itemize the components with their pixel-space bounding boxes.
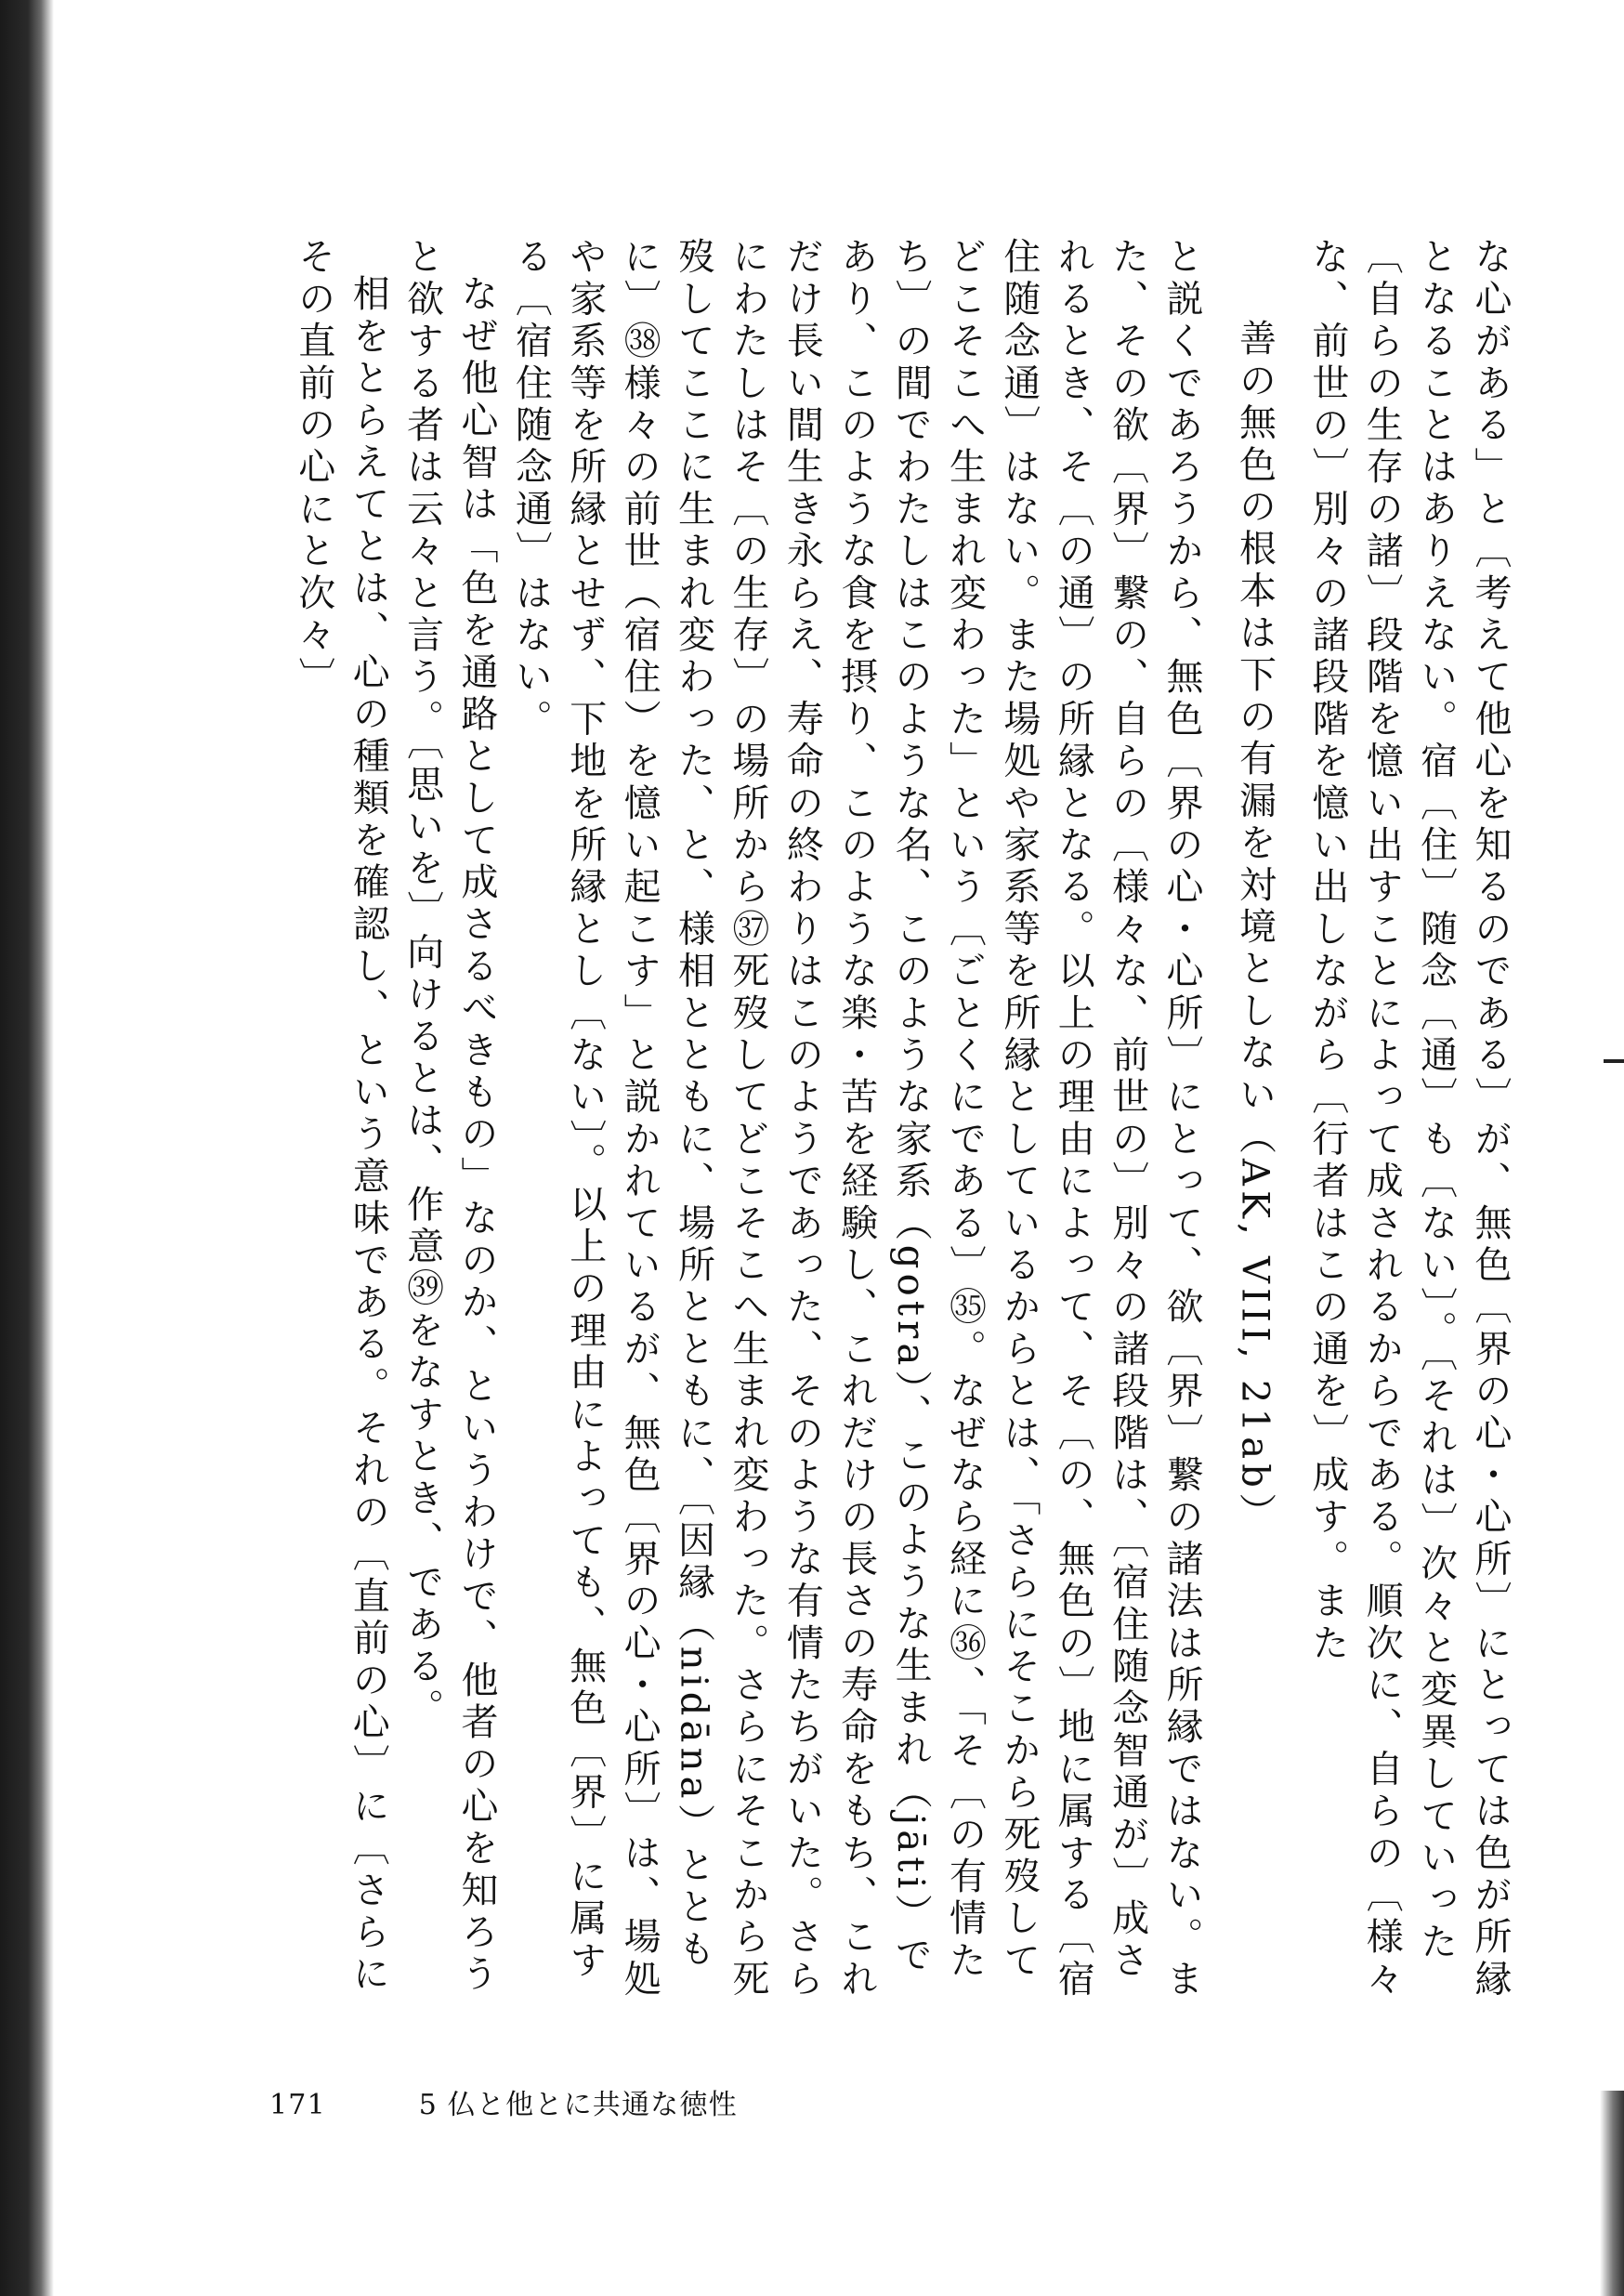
body-text <box>193 237 1517 2002</box>
paragraph-4: 相をとらえてとは、心の種類を確認し、という意味である。それの〔直前の心〕に〔さらにその直前の心にと次々〕 <box>292 237 390 1997</box>
scan-edge-left <box>0 0 54 2296</box>
paragraph-3: なぜ他心智は「色を通路として成さるべきもの」なのか、というわけで、他者の心を知ろうと欲する者は云々と言う。〔思いを〕向けるとは、作意㊴をなすとき、である。 <box>400 237 498 1997</box>
scan-edge-right-bottom <box>1600 2091 1624 2296</box>
running-header: 5 仏と他とに共通な徳性 <box>418 2089 738 2121</box>
scan-mark <box>1604 1059 1624 1063</box>
paragraph-2: と説くであろうから、無色〔界の心・心所〕にとって、欲〔界〕繋の諸法は所縁ではない。また、その欲〔界〕繋の、自らの〔様々な、前世の〕別々の諸段階は、〔宿住随念智通が〕成されるとき、そ〔の通〕の所縁となる。以上の理由によって、そ〔の、無色の〕地に属する〔宿住随念通〕はない。また場処や家系等を所縁としているからとは、「さらにそこから死歿してどこそこへ生まれ変わった」という〔ごとくにである〕㉟。なぜなら経に㊱、「そ〔の有情たち〕の間でわたしはこのような名、このような家系（gotra）、このような生まれ（jāti）であり、このような食を摂り、このような楽・苦を経験し、これだけの長さの寿命をもち、これだけ長い間生き永らえ、寿命の終わりはこのようであった、そのような有情たちがいた。さらにわたしはそ〔の生存〕の場所から㊲死歿してどこそこへ生まれ変わった。さらにそこから死歿してここに生まれ変わった、と、様相とともに、場所とともに、〔因縁（nidāna）とともに〕㊳様々の前世（宿住）を憶い起こす」と説かれているが、無色〔界の心・心所〕は、場処や家系等を所縁とせず、下地を所縁とし〔ない〕。以上の理由によっても、無色〔界〕に属する〔宿住随念通〕はない。 <box>509 237 1204 2001</box>
paragraph-1: な心がある」と〔考えて他心を知るのである〕が、無色〔界の心・心所〕にとっては色が所縁となることはありえない。宿〔住〕随念〔通〕も〔ない〕。〔それは〕次々と変異していった〔自らの生存の諸〕段階を憶い出すことによって成されるからである。順次に、自らの〔様々な、前世の〕別々の諸段階を憶い出しながら〔行者はこの通を〕成す。また <box>1305 237 1512 2001</box>
page-number: 171 <box>269 2089 326 2121</box>
quoted-verse: 善の無色の根本は下の有漏を対境としない（AK, VIII, 21ab） <box>1233 319 1277 1535</box>
page-footer <box>269 2081 738 2122</box>
scan-edge-right <box>1587 0 1624 2296</box>
